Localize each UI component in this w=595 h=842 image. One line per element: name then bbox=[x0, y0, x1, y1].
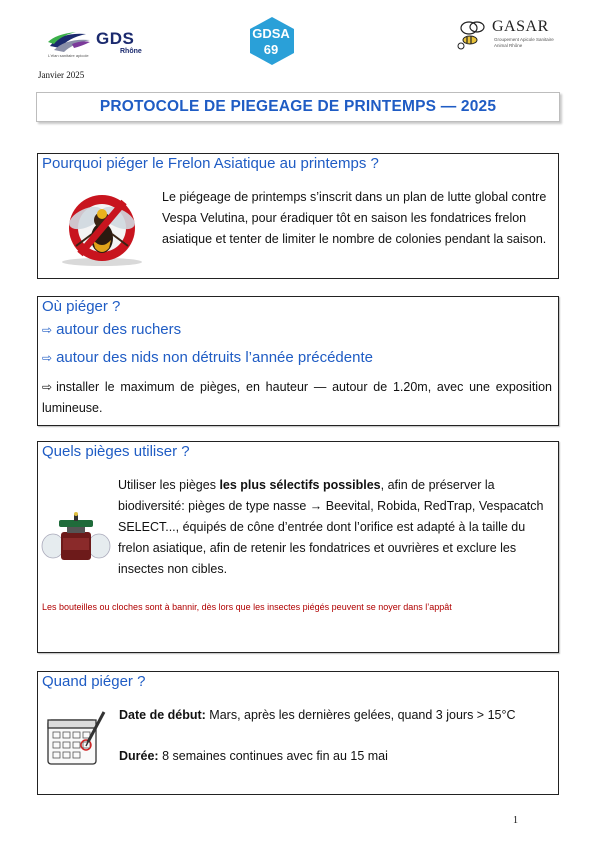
section-body: Le piégeage de printemps s’inscrit dans un plan de lutte global contre Vespa Velutina, pour éradiquer tôt en saison les fondatrices frelon asiatique et tenter de limiter le nombre de colonies pendant la saison. bbox=[162, 190, 547, 246]
gdsa-line2: 69 bbox=[263, 42, 279, 57]
section-heading: Pourquoi piéger le Frelon Asiatique au printemps ? bbox=[42, 155, 379, 172]
gasar-logo bbox=[456, 18, 566, 58]
gdsa-line1: GDSA bbox=[252, 26, 290, 41]
section-body bbox=[118, 475, 550, 580]
arrow-right-icon: ⇨ bbox=[42, 323, 53, 337]
duration-label: Durée: bbox=[119, 749, 159, 763]
list-item bbox=[42, 321, 181, 338]
title-bar bbox=[36, 92, 560, 122]
body-text: Utiliser les pièges bbox=[118, 478, 220, 492]
arrow-right-icon: ⇨ bbox=[42, 351, 53, 365]
duration-value: 8 semaines continues avec fin au 15 mai bbox=[158, 749, 388, 763]
section-quand bbox=[37, 671, 559, 795]
gdsa-69-logo bbox=[247, 16, 307, 76]
start-date-line bbox=[119, 705, 551, 726]
section-heading: Quand piéger ? bbox=[42, 673, 146, 690]
list-item bbox=[42, 377, 552, 419]
trap-icon bbox=[41, 512, 111, 568]
gdsa-text bbox=[247, 26, 295, 58]
start-date-value: Mars, après les dernières gelées, quand 3 jours > 15°C bbox=[205, 708, 516, 722]
section-quels bbox=[37, 441, 559, 653]
section-heading: Quels pièges utiliser ? bbox=[42, 443, 190, 460]
page-number: 1 bbox=[513, 815, 518, 826]
body-text: , afin de préserver la biodiversité: pièges de type nasse → Beevital, Robida, RedTrap, Vespacatch SELECT..., équipés de cône d’entrée dont l’orifice est adapté à la taille du frelon asiatique, afin de retenir les fondatrices et ouvrières et exclure les insectes non cibles. bbox=[118, 478, 544, 576]
list-item-text: autour des ruchers bbox=[56, 321, 182, 338]
list-item-text: autour des nids non détruits l’année précédente bbox=[56, 349, 373, 366]
bee-icon bbox=[456, 18, 490, 52]
gds-swoosh-icon bbox=[46, 28, 92, 54]
gasar-sub: Groupement Apicole Sanitaire Animal Rhône bbox=[494, 37, 554, 48]
section-pourquoi bbox=[37, 153, 559, 279]
list-item bbox=[42, 349, 373, 366]
gds-rhone-logo bbox=[46, 26, 146, 60]
duration-line bbox=[119, 746, 551, 767]
gasar-name: GASAR bbox=[492, 18, 549, 35]
warning-text: Les bouteilles ou cloches sont à bannir, dès lors que les insectes piégés peuvent se noyer dans l’appât bbox=[42, 602, 452, 612]
list-item-text: installer le maximum de pièges, en hauteur — autour de 1.20m, avec une exposition lumineuse. bbox=[42, 380, 552, 415]
document-date: Janvier 2025 bbox=[38, 70, 85, 80]
section-ou bbox=[37, 296, 559, 426]
section-heading: Où piéger ? bbox=[42, 298, 121, 315]
gds-tagline: L'élan sanitaire apicole bbox=[48, 53, 89, 58]
hornet-prohibited-icon bbox=[46, 188, 158, 268]
start-date-label: Date de début: bbox=[119, 708, 206, 722]
arrow-right-icon: ⇨ bbox=[42, 380, 53, 394]
page-title: PROTOCOLE DE PIEGEAGE DE PRINTEMPS — 2025 bbox=[99, 98, 497, 115]
body-bold-text: les plus sélectifs possibles bbox=[219, 478, 381, 492]
gds-name: GDS bbox=[96, 29, 135, 48]
calendar-icon bbox=[44, 708, 108, 770]
gds-sub: Rhône bbox=[120, 48, 142, 55]
